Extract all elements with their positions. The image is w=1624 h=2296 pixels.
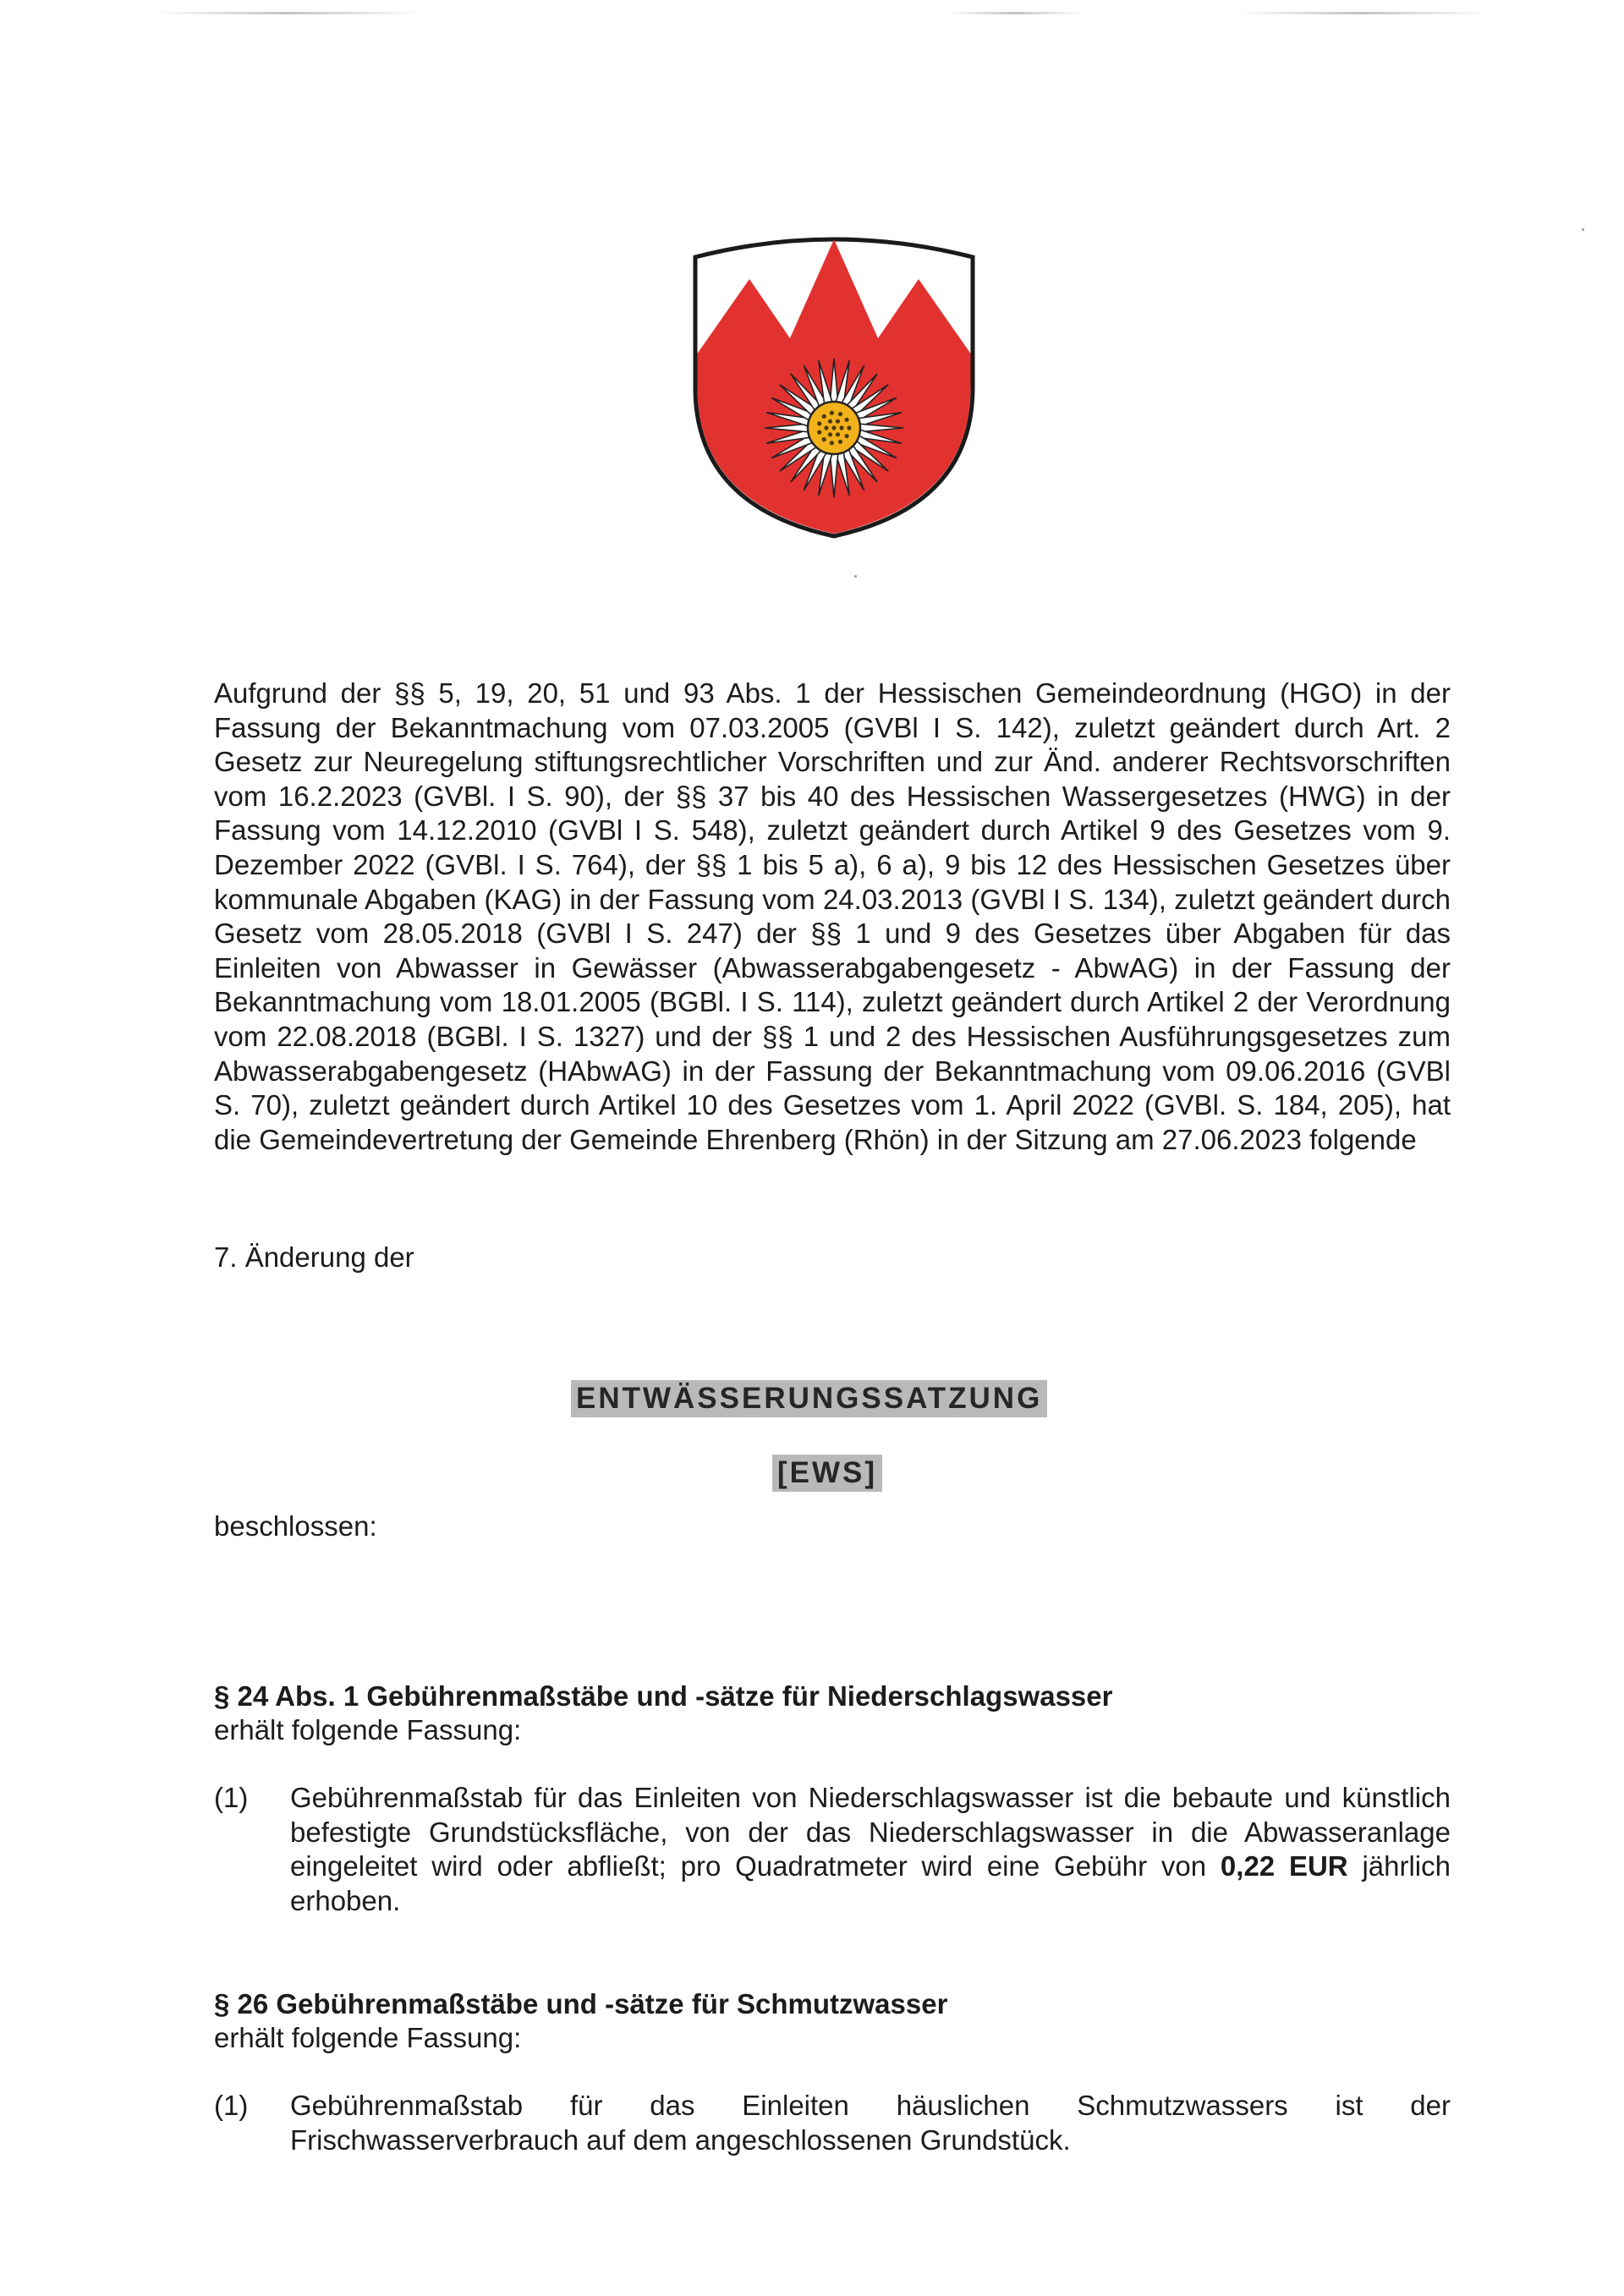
amendment-label: 7. Änderung der xyxy=(214,1241,414,1273)
scan-edge-artifact xyxy=(947,12,1083,14)
clause-text-part: Gebührenmaßstab für das Einleiten von Niederschlagswasser ist die bebaute und künstlich befestigte Grundstücksfläche, von der das Niederschlagswasser in die Abwasseranlage eingeleitet wird oder abfließt; pro Quadratmeter wird eine Gebühr von xyxy=(290,1782,1451,1882)
statute-abbreviation: [EWS] xyxy=(772,1455,882,1492)
clause-text-part: jährlich erhoben. xyxy=(290,1850,1451,1916)
scan-speck xyxy=(854,575,857,578)
section-24-clause-1 xyxy=(214,1781,1451,1918)
scan-edge-artifact xyxy=(152,12,423,14)
daisy-seed xyxy=(838,440,842,444)
clause-text-part: Gebührenmaßstab für das Einleiten häuslichen Schmutzwassers ist der Frischwasserverbrauch auf dem angeschlossenen Grundstück. xyxy=(290,2090,1451,2156)
fee-amount: 0,22 EUR xyxy=(1220,1850,1348,1882)
daisy-seed xyxy=(817,421,821,425)
section-26-clause-1 xyxy=(214,2089,1451,2157)
clause-number: (1) xyxy=(214,2090,249,2121)
coat-of-arms-emblem xyxy=(689,227,979,540)
scan-speck xyxy=(1582,228,1584,231)
daisy-seed xyxy=(822,414,826,419)
daisy-seed xyxy=(828,419,832,424)
section-24-heading xyxy=(214,1680,1112,1747)
section-24-subline: erhält folgende Fassung: xyxy=(214,1714,522,1745)
resolved-label: beschlossen: xyxy=(214,1510,377,1542)
daisy-seed xyxy=(845,434,849,438)
daisy-seed xyxy=(836,432,840,436)
daisy-seed xyxy=(830,411,834,415)
daisy-seed xyxy=(839,425,843,430)
legal-basis-paragraph: Aufgrund der §§ 5, 19, 20, 51 und 93 Abs. 1 der Hessischen Gemeindeordnung (HGO) in der Fassung der Bekanntmachung vom 07.03.2005 (GVBl I S. 142), zuletzt geändert durch Art. 2 Gesetz zur Neuregelung stiftungsrechtlicher Vorschriften und zur Änd. anderer Rechtsvorschriften vom 16.2.2023 (GVBl. I S. 90), der §§ 37 bis 40 des Hessischen Wassergesetzes (HWG) in der Fassung vom 14.12.2010 (GVBl I S. 548), zuletzt geändert durch Artikel 9 des Gesetzes vom 9. Dezember 2022 (GVBl. I S. 764), der §§ 1 bis 5 a), 6 a), 9 bis 12 des Hessischen Gesetzes über kommunale Abgaben (KAG) in der Fassung vom 24.03.2013 (GVBl I S. 134), zuletzt geändert durch Gesetz vom 28.05.2018 (GVBl I S. 247) der §§ 1 und 9 des Gesetzes über Abgaben für das Einleiten von Abwasser in Gewässer (Abwasserabgabengesetz - AbwAG) in der Fassung der Bekanntmachung vom 18.01.2005 (BGBl. I S. 114), zuletzt geändert durch Artikel 2 der Verordnung vom 22.08.2018 (BGBl. I S. 1327) und der §§ 1 und 2 des Hessischen Ausführungsgesetzes zum Abwasserabgabengesetz (HAbwAG) in der Fassung der Bekanntmachung vom 09.06.2016 (GVBl S. 70), zuletzt geändert durch Artikel 10 des Gesetzes vom 1. April 2022 (GVBl. S. 184, 205), hat die Gemeindevertretung der Gemeinde Ehrenberg (Rhön) in der Sitzung am 27.06.2023 folgende xyxy=(214,677,1451,1155)
clause-text xyxy=(290,2089,1451,2157)
daisy-seed xyxy=(847,425,851,430)
daisy-seed xyxy=(831,425,836,430)
daisy-seed xyxy=(828,432,832,436)
daisy-seed xyxy=(836,419,840,424)
daisy-seed xyxy=(830,441,834,445)
statute-title: ENTWÄSSERUNGSSATZUNG xyxy=(571,1380,1047,1417)
daisy-seed xyxy=(824,425,828,430)
daisy-seed xyxy=(822,437,826,441)
clause-text xyxy=(290,1781,1451,1918)
section-26-heading xyxy=(214,1987,947,2055)
section-24-title: § 24 Abs. 1 Gebührenmaßstäbe und -sätze für Niederschlagswasser xyxy=(214,1680,1113,1712)
daisy-seed xyxy=(817,430,821,435)
section-26-title: § 26 Gebührenmaßstäbe und -sätze für Schmutzwasser xyxy=(214,1988,948,2019)
daisy-seed xyxy=(838,412,842,416)
section-26-subline: erhält folgende Fassung: xyxy=(214,2022,522,2053)
daisy-seed xyxy=(845,418,849,422)
clause-number: (1) xyxy=(214,1782,249,1813)
scan-edge-artifact xyxy=(1235,12,1489,14)
